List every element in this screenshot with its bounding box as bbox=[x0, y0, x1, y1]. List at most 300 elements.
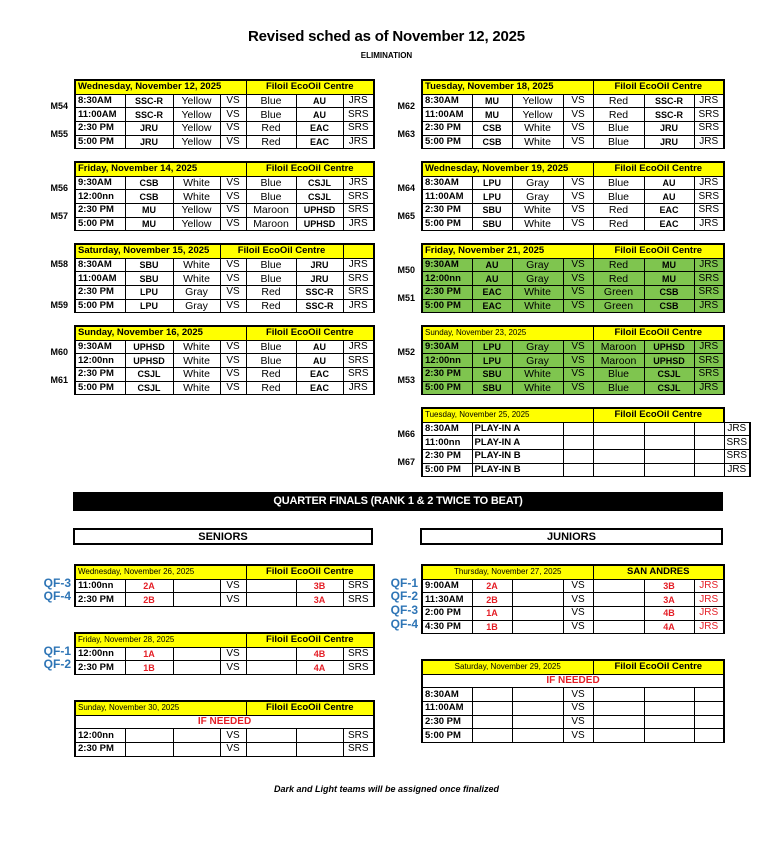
date-header: Friday, November 28, 2025 bbox=[75, 633, 246, 647]
table-header-row bbox=[75, 326, 374, 340]
game-time: 9:00AM bbox=[422, 579, 472, 593]
vs-label: VS bbox=[220, 108, 246, 122]
game-time: 8:30AM bbox=[422, 422, 472, 436]
team-a-color: White bbox=[173, 340, 220, 354]
team-a: SBU bbox=[125, 272, 173, 286]
team-a-color: White bbox=[173, 381, 220, 395]
vs-label: VS bbox=[220, 299, 246, 313]
schedule-table bbox=[74, 325, 375, 395]
division-label: JRS bbox=[694, 593, 724, 607]
table-header-row bbox=[75, 565, 374, 579]
venue-header: Filoil EcoOil Centre bbox=[246, 162, 374, 176]
game-row bbox=[75, 340, 374, 354]
schedule-table bbox=[74, 161, 375, 231]
game-row bbox=[422, 217, 724, 231]
team-b: EAC bbox=[296, 135, 343, 149]
seed-a: 1A bbox=[125, 647, 173, 661]
note-row bbox=[75, 715, 374, 729]
division-label: SRS bbox=[343, 354, 374, 368]
date-header: Wednesday, November 19, 2025 bbox=[422, 162, 593, 176]
division-label: SRS bbox=[343, 204, 374, 218]
seed-b bbox=[644, 702, 694, 716]
team-b: CSB bbox=[644, 299, 694, 313]
team-b-color: Red bbox=[593, 217, 644, 231]
division-label: JRS bbox=[724, 422, 750, 436]
quarterfinals-banner: QUARTER FINALS (RANK 1 & 2 TWICE TO BEAT) bbox=[73, 492, 723, 511]
game-time: 11:00nn bbox=[422, 436, 472, 450]
team-b-color: Blue bbox=[593, 190, 644, 204]
vs-label: VS bbox=[563, 579, 593, 593]
vs-label: VS bbox=[220, 579, 246, 593]
team-b: AU bbox=[644, 176, 694, 190]
division-label: JRS bbox=[343, 217, 374, 231]
team-a: SSC-R bbox=[125, 108, 173, 122]
team-a: SBU bbox=[472, 381, 512, 395]
game-row bbox=[75, 661, 374, 675]
vs-label: VS bbox=[563, 607, 593, 621]
seed-a: 1B bbox=[472, 620, 512, 634]
team-a-color: Yellow bbox=[173, 122, 220, 136]
division-label: SRS bbox=[694, 286, 724, 300]
game-time: 11:00AM bbox=[75, 272, 125, 286]
team-a: LPU bbox=[472, 340, 512, 354]
page-title: Revised sched as of November 12, 2025 bbox=[248, 28, 525, 45]
seed-b bbox=[644, 729, 694, 743]
vs-label: VS bbox=[563, 217, 593, 231]
game-time: 2:30 PM bbox=[75, 204, 125, 218]
game-row bbox=[75, 258, 374, 272]
team-b-color: Blue bbox=[593, 135, 644, 149]
team-a-color: Gray bbox=[512, 354, 563, 368]
team-a-color: Gray bbox=[512, 176, 563, 190]
team-b: UPHSD bbox=[644, 340, 694, 354]
team-a-color: White bbox=[512, 381, 563, 395]
vs-label: VS bbox=[563, 135, 593, 149]
seed-a bbox=[472, 702, 512, 716]
empty-cell bbox=[593, 450, 644, 464]
division-label: JRS bbox=[694, 381, 724, 395]
game-row bbox=[422, 204, 724, 218]
table-header-row bbox=[422, 408, 750, 422]
empty-header-cell bbox=[343, 244, 374, 258]
venue-header: Filoil EcoOil Centre bbox=[593, 326, 724, 340]
venue-header: Filoil EcoOil Centre bbox=[246, 326, 374, 340]
team-a: SBU bbox=[472, 217, 512, 231]
empty-cell bbox=[593, 463, 644, 477]
vs-label: VS bbox=[563, 94, 593, 108]
game-time: 5:00 PM bbox=[422, 381, 472, 395]
qf-label: QF-1 bbox=[390, 575, 418, 590]
vs-label: VS bbox=[563, 368, 593, 382]
date-header: Friday, November 14, 2025 bbox=[75, 162, 246, 176]
venue-header: Filoil EcoOil Centre bbox=[593, 408, 724, 422]
empty-cell bbox=[512, 702, 563, 716]
game-row bbox=[422, 381, 724, 395]
date-header: Thursday, November 27, 2025 bbox=[422, 565, 593, 579]
team-a: LPU bbox=[472, 190, 512, 204]
team-a: MU bbox=[472, 94, 512, 108]
empty-cell bbox=[246, 743, 296, 757]
game-row bbox=[75, 108, 374, 122]
division-label: JRS bbox=[694, 258, 724, 272]
seed-b: 3B bbox=[644, 579, 694, 593]
empty-cell bbox=[563, 450, 593, 464]
match-id-label: M59 bbox=[50, 299, 68, 310]
team-b-color: Blue bbox=[246, 272, 296, 286]
division-label: JRS bbox=[694, 340, 724, 354]
game-time: 9:30AM bbox=[75, 340, 125, 354]
team-b: EAC bbox=[644, 217, 694, 231]
team-a-color: Gray bbox=[512, 190, 563, 204]
division-label: JRS bbox=[694, 135, 724, 149]
team-a-color: White bbox=[512, 299, 563, 313]
vs-label: VS bbox=[220, 593, 246, 607]
seed-b: 4B bbox=[644, 607, 694, 621]
match-id-label: M55 bbox=[50, 128, 68, 139]
vs-label: VS bbox=[563, 176, 593, 190]
venue-header: Filoil EcoOil Centre bbox=[246, 565, 374, 579]
team-a: EAC bbox=[472, 286, 512, 300]
team-b-color: Blue bbox=[593, 381, 644, 395]
team-b: JRU bbox=[296, 258, 343, 272]
vs-label: VS bbox=[563, 258, 593, 272]
empty-cell bbox=[173, 647, 220, 661]
game-time: 2:30 PM bbox=[75, 368, 125, 382]
empty-cell bbox=[173, 729, 220, 743]
team-b: CSB bbox=[644, 286, 694, 300]
vs-label: VS bbox=[220, 340, 246, 354]
team-a-color: Yellow bbox=[173, 204, 220, 218]
game-row bbox=[75, 381, 374, 395]
vs-label: VS bbox=[563, 688, 593, 702]
game-time: 5:00 PM bbox=[422, 135, 472, 149]
team-b: CSJL bbox=[644, 368, 694, 382]
empty-cell bbox=[593, 702, 644, 716]
game-row bbox=[75, 647, 374, 661]
team-b: JRU bbox=[296, 272, 343, 286]
team-a-color: Yellow bbox=[173, 135, 220, 149]
team-a-color: White bbox=[173, 354, 220, 368]
division-label: SRS bbox=[694, 368, 724, 382]
game-row bbox=[422, 450, 750, 464]
game-time: 5:00 PM bbox=[75, 381, 125, 395]
team-b-color: Red bbox=[246, 381, 296, 395]
division-label: SRS bbox=[694, 272, 724, 286]
match-id-label: M62 bbox=[397, 101, 415, 112]
table-header-row bbox=[422, 80, 724, 94]
empty-cell bbox=[593, 688, 644, 702]
team-a: AU bbox=[472, 272, 512, 286]
vs-label: VS bbox=[563, 593, 593, 607]
division-label: SRS bbox=[694, 190, 724, 204]
vs-label: VS bbox=[563, 122, 593, 136]
empty-cell bbox=[694, 436, 724, 450]
division-label: JRS bbox=[343, 258, 374, 272]
vs-label: VS bbox=[220, 258, 246, 272]
game-time: 12:00nn bbox=[75, 190, 125, 204]
date-header: Sunday, November 16, 2025 bbox=[75, 326, 246, 340]
game-row bbox=[75, 94, 374, 108]
team-a: PLAY-IN A bbox=[472, 436, 563, 450]
table-header-row bbox=[75, 244, 374, 258]
match-id-label: M61 bbox=[50, 374, 68, 385]
empty-cell bbox=[644, 422, 694, 436]
date-header: Tuesday, November 25, 2025 bbox=[422, 408, 593, 422]
team-a-color: White bbox=[512, 368, 563, 382]
team-b-color: Blue bbox=[246, 354, 296, 368]
team-a-color: Yellow bbox=[173, 217, 220, 231]
game-row bbox=[75, 176, 374, 190]
match-id-label: M50 bbox=[397, 265, 415, 276]
vs-label: VS bbox=[563, 354, 593, 368]
empty-cell bbox=[563, 422, 593, 436]
seed-a bbox=[472, 688, 512, 702]
game-time: 2:30 PM bbox=[75, 286, 125, 300]
seed-a: 1B bbox=[125, 661, 173, 675]
team-b-color: Red bbox=[593, 258, 644, 272]
team-a-color: White bbox=[173, 258, 220, 272]
venue-header: Filoil EcoOil Centre bbox=[246, 80, 374, 94]
empty-cell bbox=[512, 688, 563, 702]
game-row bbox=[75, 354, 374, 368]
division-label: SRS bbox=[343, 286, 374, 300]
game-row bbox=[422, 436, 750, 450]
team-a: SBU bbox=[125, 258, 173, 272]
match-id-label: M54 bbox=[50, 101, 68, 112]
game-time: 8:30AM bbox=[422, 176, 472, 190]
division-label: SRS bbox=[694, 354, 724, 368]
game-row bbox=[422, 135, 724, 149]
team-b: AU bbox=[296, 94, 343, 108]
qf-schedule-table bbox=[74, 700, 375, 757]
division-label: SRS bbox=[724, 450, 750, 464]
seed-b bbox=[296, 743, 343, 757]
team-b-color: Maroon bbox=[246, 217, 296, 231]
game-time: 2:00 PM bbox=[422, 607, 472, 621]
game-row bbox=[422, 368, 724, 382]
empty-cell bbox=[512, 729, 563, 743]
date-header: Wednesday, November 26, 2025 bbox=[75, 565, 246, 579]
seed-a bbox=[125, 729, 173, 743]
empty-cell bbox=[512, 593, 563, 607]
team-a: LPU bbox=[125, 299, 173, 313]
division-label bbox=[694, 715, 724, 729]
game-row bbox=[422, 620, 724, 634]
empty-cell bbox=[593, 593, 644, 607]
team-a-color: White bbox=[512, 286, 563, 300]
match-id-label: M67 bbox=[397, 456, 415, 467]
team-b: CSJL bbox=[296, 176, 343, 190]
game-time: 5:00 PM bbox=[422, 729, 472, 743]
division-label: JRS bbox=[343, 381, 374, 395]
game-row bbox=[75, 135, 374, 149]
team-a: CSJL bbox=[125, 368, 173, 382]
qf-schedule-table bbox=[421, 564, 725, 634]
vs-label: VS bbox=[220, 272, 246, 286]
team-a: MU bbox=[125, 204, 173, 218]
team-a: UPHSD bbox=[125, 340, 173, 354]
team-a-color: Yellow bbox=[512, 108, 563, 122]
empty-cell bbox=[694, 463, 724, 477]
division-label: SRS bbox=[343, 743, 374, 757]
vs-label: VS bbox=[563, 340, 593, 354]
team-a: PLAY-IN A bbox=[472, 422, 563, 436]
game-time: 8:30AM bbox=[422, 94, 472, 108]
team-a-color: White bbox=[173, 190, 220, 204]
seed-a: 1A bbox=[472, 607, 512, 621]
game-row bbox=[75, 122, 374, 136]
vs-label: VS bbox=[220, 190, 246, 204]
team-a: MU bbox=[472, 108, 512, 122]
team-a: AU bbox=[472, 258, 512, 272]
match-id-label: M60 bbox=[50, 347, 68, 358]
team-b-color: Red bbox=[593, 272, 644, 286]
empty-cell bbox=[644, 450, 694, 464]
seed-b: 3B bbox=[296, 579, 343, 593]
team-b-color: Blue bbox=[246, 258, 296, 272]
team-a: JRU bbox=[125, 135, 173, 149]
division-label: SRS bbox=[694, 108, 724, 122]
seed-a bbox=[472, 715, 512, 729]
division-label: JRS bbox=[343, 94, 374, 108]
seed-b: 3A bbox=[644, 593, 694, 607]
division-label: SRS bbox=[343, 190, 374, 204]
team-b: JRU bbox=[644, 122, 694, 136]
qf-label: QF-1 bbox=[43, 643, 71, 658]
table-header-row bbox=[75, 701, 374, 715]
game-row bbox=[422, 354, 724, 368]
game-row bbox=[75, 593, 374, 607]
match-id-label: M57 bbox=[50, 210, 68, 221]
team-b-color: Red bbox=[246, 368, 296, 382]
division-label: SRS bbox=[343, 647, 374, 661]
table-header-row bbox=[422, 162, 724, 176]
game-row bbox=[75, 217, 374, 231]
empty-cell bbox=[593, 715, 644, 729]
table-header-row bbox=[422, 660, 724, 674]
division-label bbox=[694, 702, 724, 716]
match-id-label: M64 bbox=[397, 183, 415, 194]
seed-a: 2A bbox=[125, 579, 173, 593]
venue-header: Filoil EcoOil Centre bbox=[593, 244, 724, 258]
empty-cell bbox=[593, 607, 644, 621]
vs-label: VS bbox=[563, 204, 593, 218]
vs-label: VS bbox=[220, 368, 246, 382]
game-row bbox=[75, 729, 374, 743]
qf-schedule-table bbox=[421, 659, 725, 743]
team-a-color: Gray bbox=[512, 340, 563, 354]
vs-label: VS bbox=[563, 108, 593, 122]
schedule-table bbox=[74, 79, 375, 149]
game-time: 11:00AM bbox=[422, 190, 472, 204]
venue-header: Filoil EcoOil Centre bbox=[246, 701, 374, 715]
table-header-row bbox=[75, 633, 374, 647]
team-a-color: White bbox=[173, 272, 220, 286]
table-header-row bbox=[422, 326, 724, 340]
game-row bbox=[422, 258, 724, 272]
team-b: AU bbox=[296, 354, 343, 368]
team-b-color: Red bbox=[246, 286, 296, 300]
empty-cell bbox=[246, 647, 296, 661]
team-b: SSC-R bbox=[644, 108, 694, 122]
date-header: Friday, November 21, 2025 bbox=[422, 244, 593, 258]
schedule-table bbox=[421, 161, 725, 231]
game-time: 12:00nn bbox=[422, 272, 472, 286]
team-a: LPU bbox=[472, 176, 512, 190]
empty-cell bbox=[644, 463, 694, 477]
vs-label: VS bbox=[220, 286, 246, 300]
game-time: 12:00nn bbox=[75, 729, 125, 743]
division-label bbox=[694, 729, 724, 743]
match-id-label: M51 bbox=[397, 292, 415, 303]
game-time: 11:00nn bbox=[75, 579, 125, 593]
team-a: SBU bbox=[472, 368, 512, 382]
team-a-color: White bbox=[512, 122, 563, 136]
empty-cell bbox=[512, 715, 563, 729]
empty-cell bbox=[593, 579, 644, 593]
empty-cell bbox=[173, 579, 220, 593]
game-time: 2:30 PM bbox=[422, 368, 472, 382]
team-a-color: Gray bbox=[173, 299, 220, 313]
game-row bbox=[422, 422, 750, 436]
team-b: EAC bbox=[296, 122, 343, 136]
seed-b: 4A bbox=[296, 661, 343, 675]
game-time: 5:00 PM bbox=[422, 299, 472, 313]
team-b-color: Blue bbox=[246, 176, 296, 190]
empty-cell bbox=[593, 620, 644, 634]
seed-b: 3A bbox=[296, 593, 343, 607]
empty-cell bbox=[593, 422, 644, 436]
empty-cell bbox=[593, 729, 644, 743]
game-row bbox=[422, 579, 724, 593]
team-b-color: Red bbox=[593, 204, 644, 218]
team-a: JRU bbox=[125, 122, 173, 136]
game-row bbox=[422, 340, 724, 354]
schedule-table bbox=[74, 243, 375, 313]
game-row bbox=[422, 108, 724, 122]
empty-cell bbox=[173, 661, 220, 675]
team-a-color: White bbox=[512, 204, 563, 218]
vs-label: VS bbox=[563, 702, 593, 716]
team-b-color: Maroon bbox=[593, 340, 644, 354]
vs-label: VS bbox=[220, 204, 246, 218]
team-b-color: Blue bbox=[593, 368, 644, 382]
schedule-table bbox=[421, 325, 725, 395]
if-needed-note: IF NEEDED bbox=[75, 715, 374, 729]
team-b-color: Green bbox=[593, 286, 644, 300]
game-time: 9:30AM bbox=[422, 258, 472, 272]
game-time: 2:30 PM bbox=[75, 122, 125, 136]
match-id-label: M56 bbox=[50, 183, 68, 194]
game-time: 5:00 PM bbox=[75, 217, 125, 231]
team-b-color: Red bbox=[246, 135, 296, 149]
vs-label: VS bbox=[563, 620, 593, 634]
game-time: 8:30AM bbox=[75, 94, 125, 108]
seed-b: 4A bbox=[644, 620, 694, 634]
empty-cell bbox=[173, 743, 220, 757]
game-time: 2:30 PM bbox=[422, 715, 472, 729]
vs-label: VS bbox=[220, 176, 246, 190]
empty-cell bbox=[563, 436, 593, 450]
game-row bbox=[422, 607, 724, 621]
game-time: 2:30 PM bbox=[422, 286, 472, 300]
empty-cell bbox=[644, 436, 694, 450]
team-a-color: White bbox=[512, 135, 563, 149]
game-row bbox=[75, 272, 374, 286]
venue-header: Filoil EcoOil Centre bbox=[593, 162, 724, 176]
division-label: JRS bbox=[694, 620, 724, 634]
division-label: JRS bbox=[694, 217, 724, 231]
